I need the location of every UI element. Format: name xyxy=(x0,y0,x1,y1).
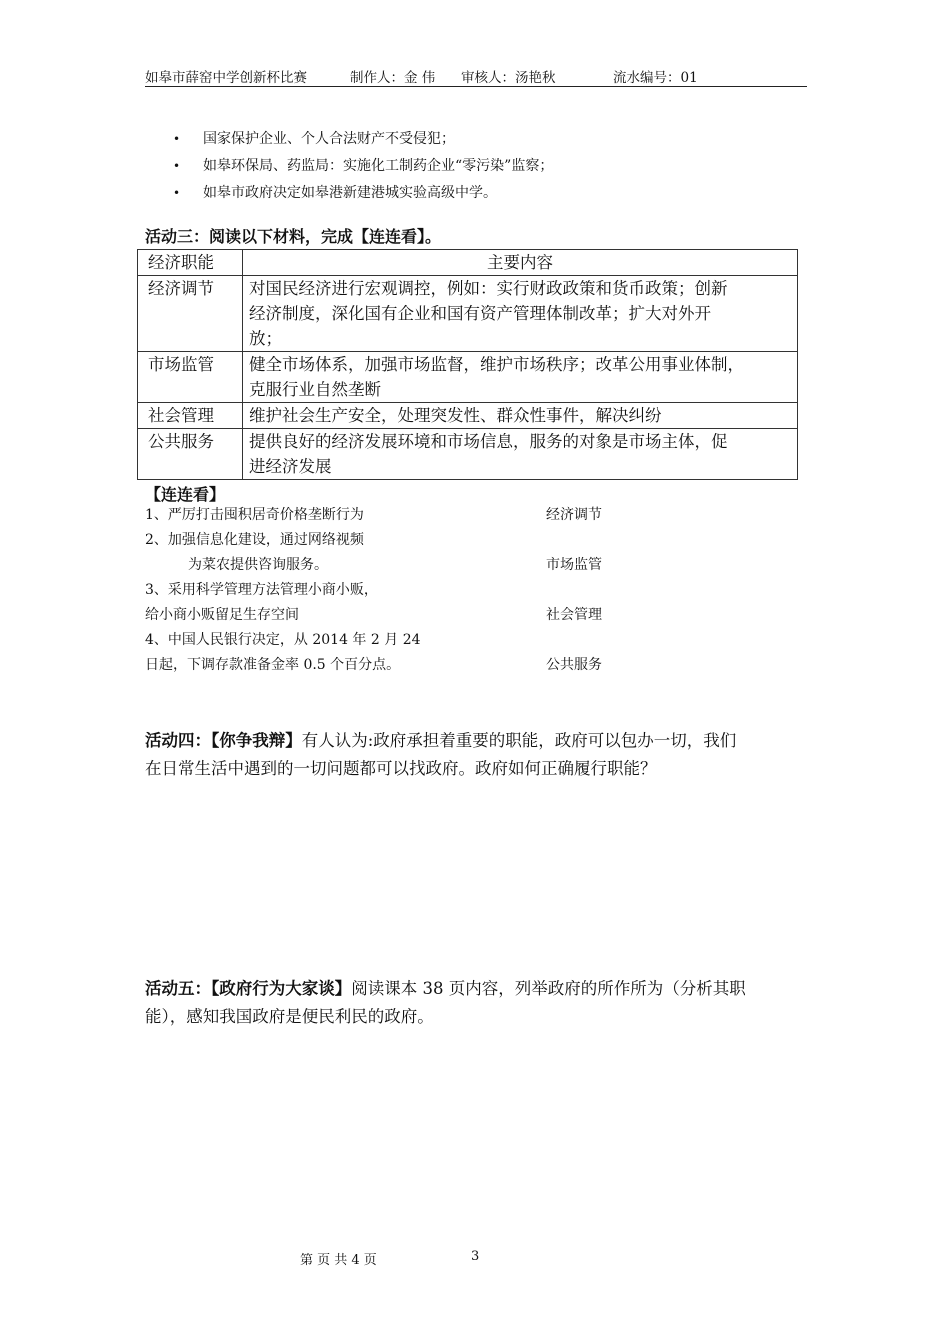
footer-page-number: 3 xyxy=(471,1249,480,1264)
table-cell-content: 维护社会生产安全，处理突发性、群众性事件，解决纠纷 xyxy=(243,403,798,429)
table-cell-function: 经济调节 xyxy=(138,276,243,352)
match-left-item: 给小商小贩留足生存空间 xyxy=(145,607,299,623)
activity4-label: 活动四： xyxy=(145,731,211,750)
table-row xyxy=(138,429,798,480)
table-row xyxy=(138,403,798,429)
header-school: 如皋市薛窑中学创新杯比赛 xyxy=(145,70,307,86)
activity3-title: 活动三：阅读以下材料，完成【连连看】。 xyxy=(145,227,442,246)
match-left-item: 为菜农提供咨询服务。 xyxy=(188,557,328,573)
activity5-text: 能），感知我国政府是便民利民的政府。 xyxy=(145,1007,434,1026)
list-item: • 如皋环保局、药监局：实施化工制药企业“零污染”监察； xyxy=(173,153,773,180)
table-cell-function: 公共服务 xyxy=(138,429,243,480)
table-cell-function: 市场监管 xyxy=(138,352,243,403)
table-cell-content: 健全市场体系，加强市场监督，维护市场秩序；改革公用事业体制， 克服行业自然垄断 xyxy=(243,352,798,403)
list-item: • 如皋市政府决定如皋港新建港城实验高级中学。 xyxy=(173,180,773,207)
activity5-paragraph xyxy=(145,975,810,1031)
table-header-cell: 经济职能 xyxy=(138,250,243,276)
activity4-bracket: 【你争我辩】 xyxy=(211,731,302,750)
table-header-cell: 主要内容 xyxy=(243,250,798,276)
header-reviewer: 审核人：汤艳秋 xyxy=(461,70,556,86)
match-left-item: 4、中国人民银行决定，从 2014 年 2 月 24 xyxy=(145,632,421,648)
match-right-item: 市场监管 xyxy=(546,557,602,573)
lianlian-title: 【连连看】 xyxy=(145,485,226,504)
table-header-row xyxy=(138,250,798,276)
activity4-text: 在日常生活中遇到的一切问题都可以找政府。政府如何正确履行职能？ xyxy=(145,759,657,778)
table-row xyxy=(138,276,798,352)
function-table xyxy=(137,249,798,480)
match-left-item: 3、采用科学管理方法管理小商小贩， xyxy=(145,582,378,598)
match-right-item: 经济调节 xyxy=(546,507,602,523)
header-author: 制作人：金 伟 xyxy=(350,70,436,86)
table-cell-content: 对国民经济进行宏观调控，例如：实行财政政策和货币政策；创新 经济制度，深化国有企业和国有资产管理体制改革；扩大对外开 放； xyxy=(243,276,798,352)
table-row xyxy=(138,352,798,403)
footer-page-label: 第 页 共 4 页 xyxy=(300,1253,377,1268)
bullet-list xyxy=(173,126,773,207)
activity5-bracket: 【政府行为大家谈】 xyxy=(211,979,352,998)
match-left-item: 1、严厉打击囤积居奇价格垄断行为 xyxy=(145,507,364,523)
match-right-item: 公共服务 xyxy=(546,657,602,673)
activity4-text: 有人认为:政府承担着重要的职能，政府可以包办一切，我们 xyxy=(301,731,737,750)
table-cell-content: 提供良好的经济发展环境和市场信息，服务的对象是市场主体，促 进经济发展 xyxy=(243,429,798,480)
bullet-dot-icon: • xyxy=(173,132,181,146)
page-header xyxy=(145,66,807,87)
bullet-dot-icon: • xyxy=(173,159,181,173)
activity5-text: 阅读课本 38 页内容，列举政府的所作所为（分析其职 xyxy=(351,979,746,998)
match-left-item: 2、加强信息化建设，通过网络视频 xyxy=(145,532,364,548)
activity4-paragraph xyxy=(145,727,810,783)
match-right-item: 社会管理 xyxy=(546,607,602,623)
header-serial: 流水编号：01 xyxy=(613,70,698,86)
activity5-label: 活动五： xyxy=(145,979,211,998)
list-item: • 国家保护企业、个人合法财产不受侵犯； xyxy=(173,126,773,153)
table-cell-function: 社会管理 xyxy=(138,403,243,429)
bullet-dot-icon: • xyxy=(173,186,181,200)
match-left-item: 日起，下调存款准备金率 0.5 个百分点。 xyxy=(145,657,401,673)
